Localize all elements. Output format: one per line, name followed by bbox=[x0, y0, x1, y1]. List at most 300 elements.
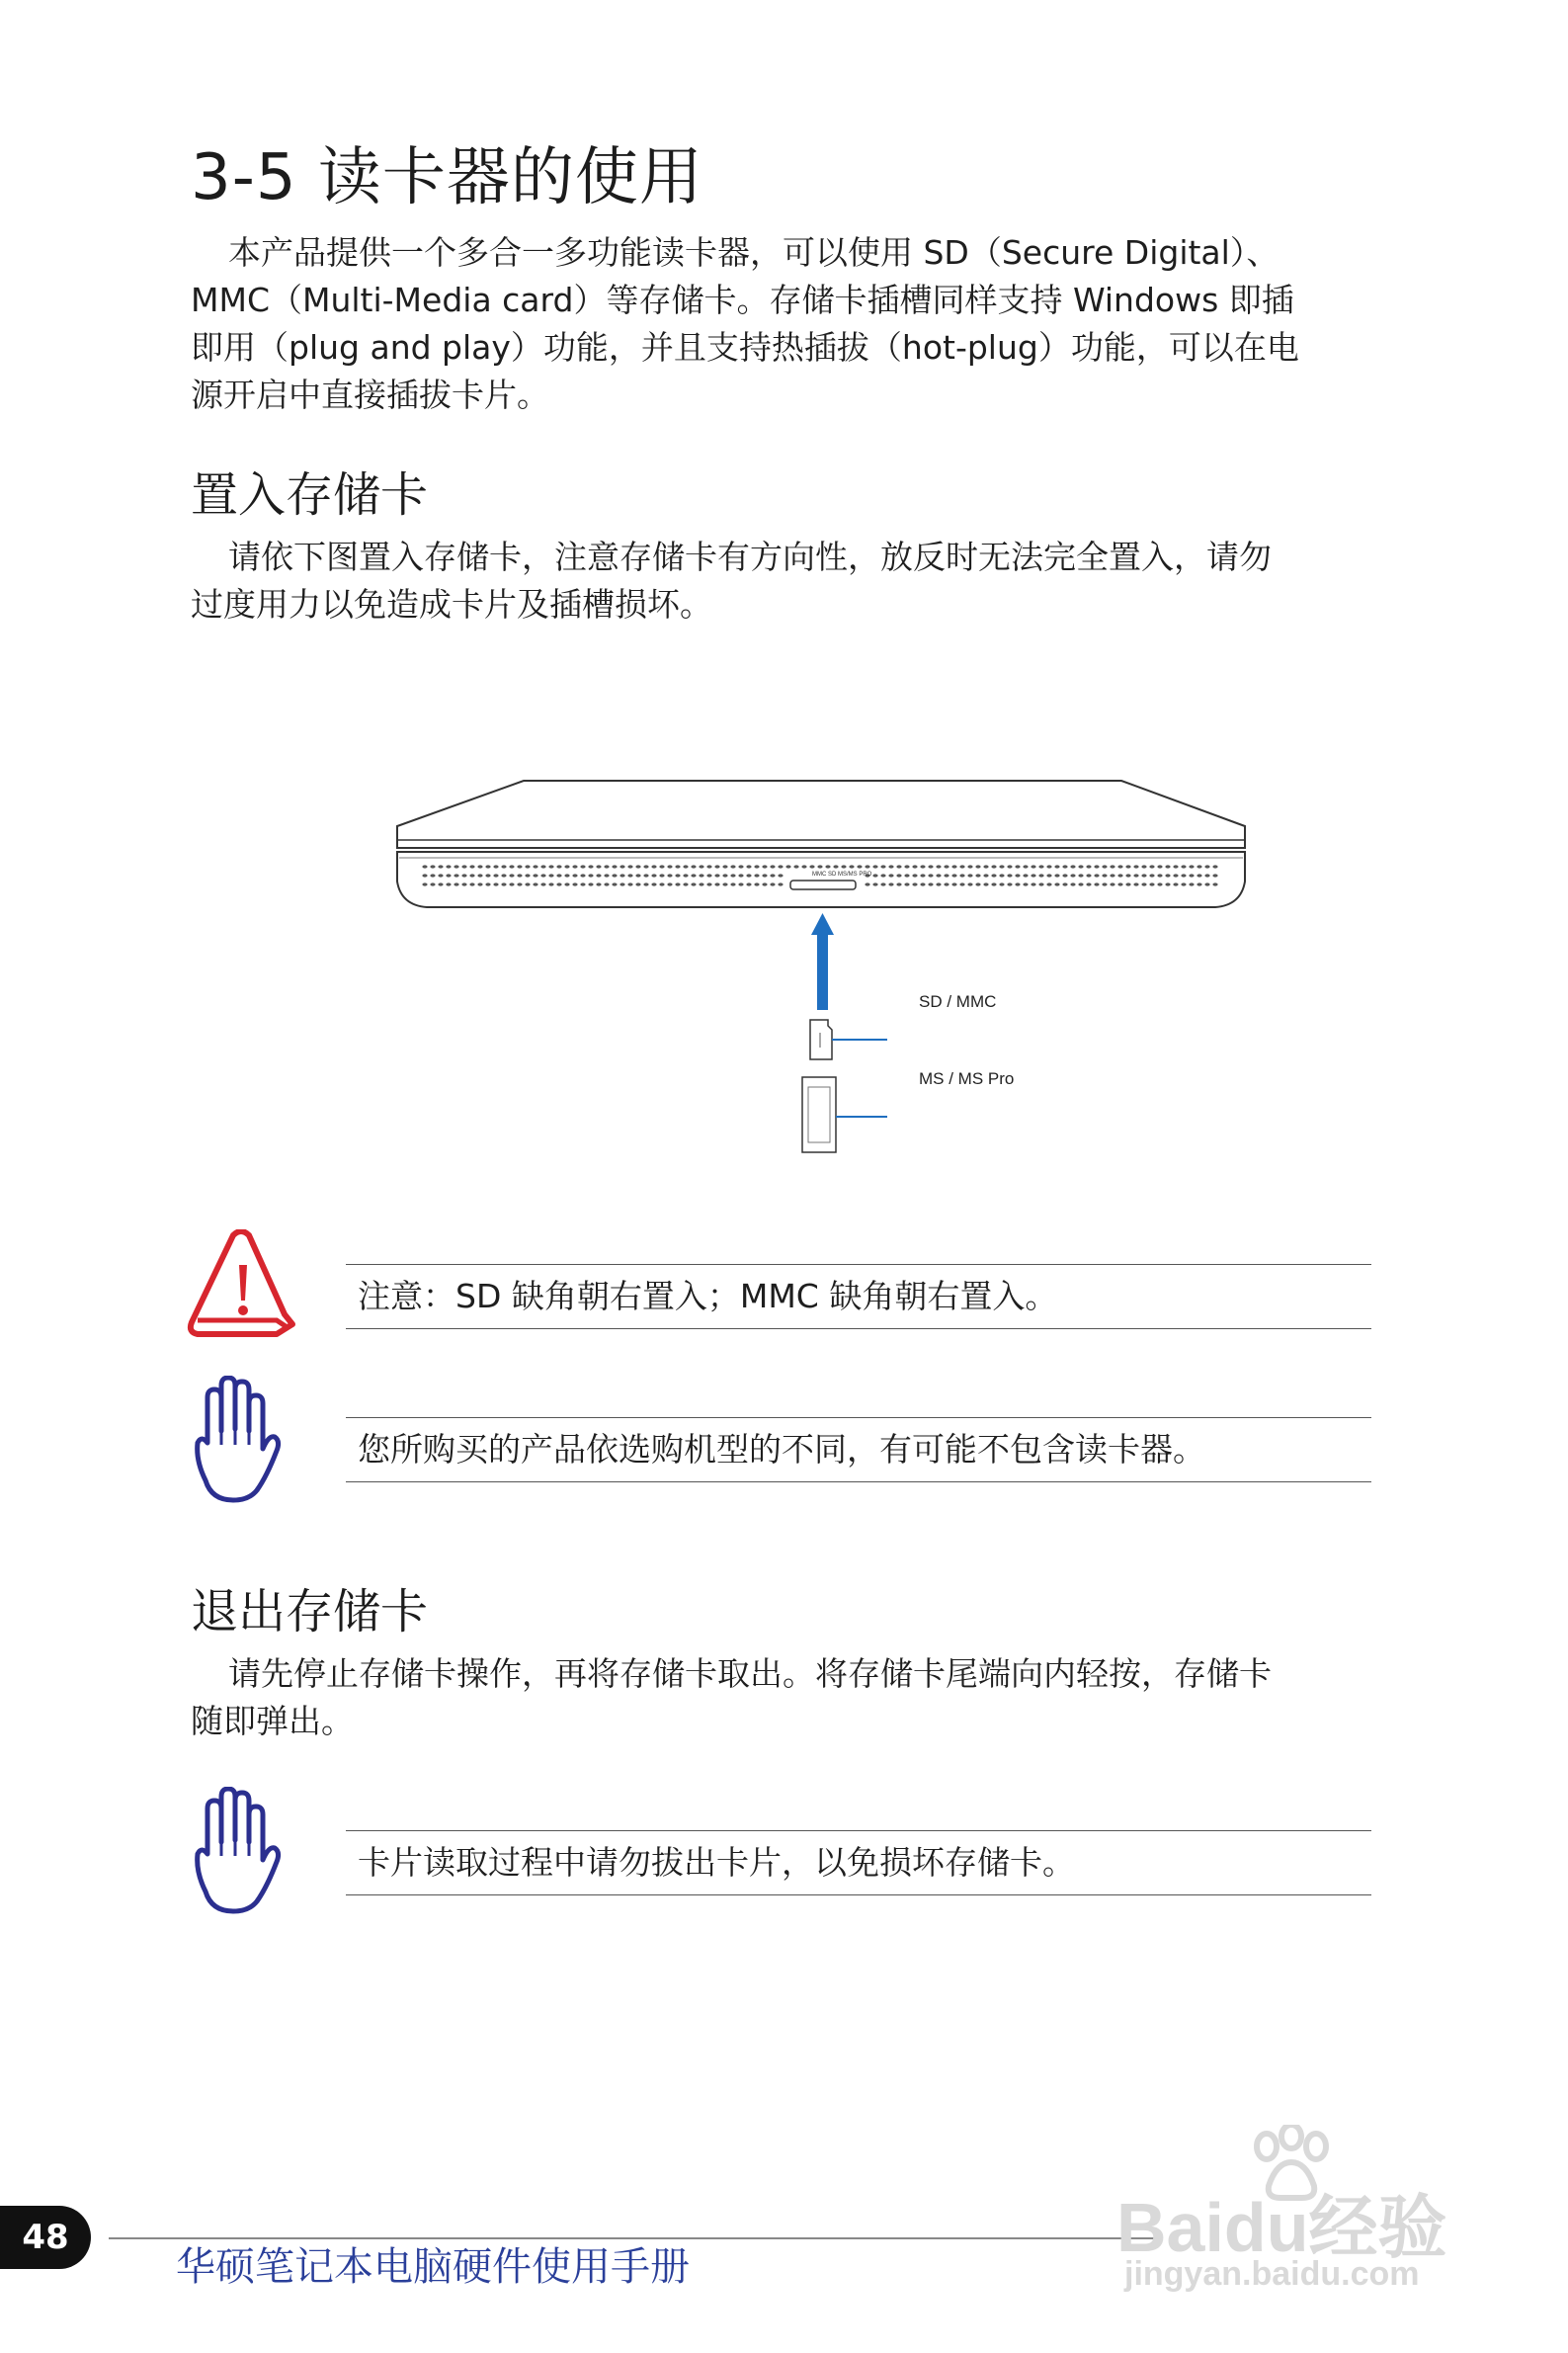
vent-hole bbox=[493, 882, 498, 885]
vent-hole bbox=[1015, 874, 1020, 877]
vent-hole bbox=[1023, 865, 1028, 868]
vent-hole bbox=[635, 874, 640, 877]
vent-hole bbox=[746, 874, 751, 877]
page-number: 48 bbox=[0, 2206, 91, 2269]
vent-hole bbox=[1125, 865, 1130, 868]
vent-hole bbox=[659, 865, 664, 868]
vent-hole bbox=[1054, 882, 1059, 885]
vent-hole bbox=[564, 865, 569, 868]
vent-hole bbox=[770, 874, 775, 877]
vent-hole bbox=[904, 865, 909, 868]
vent-hole bbox=[533, 882, 537, 885]
vent-hole bbox=[1007, 865, 1012, 868]
vent-hole bbox=[896, 874, 901, 877]
vent-hole bbox=[588, 874, 593, 877]
insert-line: 过度用力以免造成卡片及插槽损坏。 bbox=[191, 585, 712, 624]
hand-note-2 bbox=[346, 1830, 1371, 1895]
vent-hole bbox=[951, 882, 956, 885]
vent-hole bbox=[612, 882, 617, 885]
vent-hole bbox=[936, 882, 941, 885]
ms-card bbox=[802, 1077, 836, 1152]
vent-hole bbox=[817, 865, 822, 868]
vent-hole bbox=[517, 874, 522, 877]
vent-hole bbox=[588, 882, 593, 885]
vent-hole bbox=[667, 865, 672, 868]
vent-hole bbox=[1062, 874, 1067, 877]
vent-hole bbox=[983, 865, 988, 868]
vent-hole bbox=[501, 882, 506, 885]
vent-hole bbox=[738, 882, 743, 885]
vent-hole bbox=[1181, 874, 1186, 877]
intro-line: MMC（Multi-Media card）等存储卡。存储卡插槽同样支持 Windows 即插 bbox=[191, 281, 1294, 319]
vent-hole bbox=[841, 865, 846, 868]
footer-title: 华硕笔记本电脑硬件使用手册 bbox=[176, 2244, 690, 2290]
vent-hole bbox=[699, 882, 703, 885]
vent-hole bbox=[880, 882, 885, 885]
vent-hole bbox=[683, 874, 688, 877]
vent-hole bbox=[872, 874, 877, 877]
vent-hole bbox=[683, 865, 688, 868]
vent-hole bbox=[983, 874, 988, 877]
vent-hole bbox=[540, 882, 545, 885]
vent-hole bbox=[1204, 882, 1209, 885]
vent-hole bbox=[754, 874, 759, 877]
vent-hole bbox=[556, 882, 561, 885]
vent-hole bbox=[619, 874, 624, 877]
vent-hole bbox=[627, 865, 632, 868]
vent-hole bbox=[865, 882, 869, 885]
vent-hole bbox=[1197, 882, 1201, 885]
vent-hole bbox=[1102, 882, 1107, 885]
hand-icon bbox=[188, 1376, 283, 1504]
vent-hole bbox=[485, 865, 490, 868]
vent-hole bbox=[1197, 865, 1201, 868]
vent-hole bbox=[461, 874, 466, 877]
vent-hole bbox=[738, 865, 743, 868]
vent-hole bbox=[951, 874, 956, 877]
vent-hole bbox=[1189, 874, 1194, 877]
vent-hole bbox=[1007, 874, 1012, 877]
insert-paragraph bbox=[191, 534, 1366, 629]
vent-hole bbox=[509, 874, 514, 877]
vent-hole bbox=[691, 882, 696, 885]
vent-hole bbox=[667, 882, 672, 885]
vent-hole bbox=[556, 874, 561, 877]
vent-hole bbox=[1038, 882, 1043, 885]
vent-hole bbox=[1086, 882, 1091, 885]
vent-hole bbox=[588, 865, 593, 868]
vent-hole bbox=[675, 865, 680, 868]
vent-hole bbox=[1189, 865, 1194, 868]
vent-hole bbox=[651, 874, 656, 877]
vent-hole bbox=[991, 874, 996, 877]
vent-hole bbox=[1133, 882, 1138, 885]
vent-hole bbox=[1094, 882, 1099, 885]
vent-hole bbox=[1070, 865, 1075, 868]
vent-hole bbox=[936, 865, 941, 868]
vent-hole bbox=[540, 874, 545, 877]
vent-hole bbox=[651, 865, 656, 868]
vent-hole bbox=[912, 865, 917, 868]
insert-arrow-shaft bbox=[817, 931, 828, 1010]
eject-line: 请先停止存储卡操作，再将存储卡取出。将存储卡尾端向内轻按，存储卡 bbox=[228, 1654, 1272, 1693]
vent-hole bbox=[1141, 874, 1146, 877]
vent-hole bbox=[1133, 874, 1138, 877]
sd-mmc-label: SD / MMC bbox=[919, 992, 997, 1011]
warning-icon bbox=[186, 1229, 296, 1340]
vent-hole bbox=[477, 882, 482, 885]
vent-hole bbox=[1212, 874, 1217, 877]
vent-hole bbox=[714, 874, 719, 877]
watermark-url: jingyan.baidu.com bbox=[1124, 2255, 1420, 2293]
vent-hole bbox=[754, 882, 759, 885]
section-title: 3-5 读卡器的使用 bbox=[191, 141, 703, 214]
warning-note-text: 注意：SD 缺角朝右置入；MMC 缺角朝右置入。 bbox=[358, 1277, 1058, 1315]
vent-hole bbox=[564, 874, 569, 877]
vent-hole bbox=[540, 865, 545, 868]
vent-hole bbox=[1062, 865, 1067, 868]
vent-hole bbox=[1078, 882, 1083, 885]
sd-card bbox=[810, 1020, 832, 1059]
vent-hole bbox=[778, 865, 783, 868]
vent-hole bbox=[778, 874, 783, 877]
vent-hole bbox=[1189, 882, 1194, 885]
vent-hole bbox=[461, 865, 466, 868]
vent-hole bbox=[533, 865, 537, 868]
vent-hole bbox=[501, 874, 506, 877]
vent-hole bbox=[1070, 882, 1075, 885]
laptop-base bbox=[397, 852, 1245, 907]
vent-hole bbox=[801, 865, 806, 868]
vent-hole bbox=[896, 865, 901, 868]
vent-hole bbox=[1054, 865, 1059, 868]
vent-hole bbox=[1125, 882, 1130, 885]
vent-hole bbox=[438, 865, 443, 868]
vent-hole bbox=[612, 874, 617, 877]
vent-hole bbox=[746, 882, 751, 885]
vent-hole bbox=[438, 882, 443, 885]
hand-note-1-text: 您所购买的产品依选购机型的不同，有可能不包含读卡器。 bbox=[358, 1430, 1205, 1469]
vent-hole bbox=[469, 874, 474, 877]
vent-hole bbox=[619, 882, 624, 885]
vent-hole bbox=[477, 865, 482, 868]
insert-arrow-head bbox=[811, 913, 834, 935]
vent-hole bbox=[438, 874, 443, 877]
vent-hole bbox=[1212, 865, 1217, 868]
vent-hole bbox=[1054, 874, 1059, 877]
vent-hole bbox=[912, 882, 917, 885]
vent-hole bbox=[517, 882, 522, 885]
vent-hole bbox=[1023, 882, 1028, 885]
vent-hole bbox=[730, 882, 735, 885]
vent-hole bbox=[1102, 874, 1107, 877]
vent-hole bbox=[975, 882, 980, 885]
vent-hole bbox=[888, 874, 893, 877]
vent-hole bbox=[643, 882, 648, 885]
vent-hole bbox=[793, 865, 798, 868]
vent-hole bbox=[1094, 865, 1099, 868]
vent-hole bbox=[1046, 865, 1051, 868]
vent-hole bbox=[651, 882, 656, 885]
vent-hole bbox=[770, 882, 775, 885]
vent-hole bbox=[1110, 865, 1114, 868]
vent-hole bbox=[1070, 874, 1075, 877]
vent-hole bbox=[849, 865, 854, 868]
vent-hole bbox=[770, 865, 775, 868]
vent-hole bbox=[643, 865, 648, 868]
vent-hole bbox=[683, 882, 688, 885]
vent-hole bbox=[1204, 865, 1209, 868]
vent-hole bbox=[920, 865, 925, 868]
hand-icon bbox=[188, 1787, 283, 1915]
vent-hole bbox=[1181, 882, 1186, 885]
vent-hole bbox=[825, 865, 830, 868]
vent-hole bbox=[533, 874, 537, 877]
vent-hole bbox=[888, 882, 893, 885]
vent-hole bbox=[1157, 874, 1162, 877]
vent-hole bbox=[722, 865, 727, 868]
vent-hole bbox=[517, 865, 522, 868]
eject-paragraph bbox=[191, 1650, 1366, 1745]
vent-hole bbox=[548, 874, 553, 877]
insert-line: 请依下图置入存储卡，注意存储卡有方向性，放反时无法完全置入，请勿 bbox=[228, 538, 1272, 576]
vent-hole bbox=[1062, 882, 1067, 885]
vent-hole bbox=[730, 874, 735, 877]
vent-hole bbox=[714, 865, 719, 868]
vent-hole bbox=[888, 865, 893, 868]
vent-hole bbox=[548, 882, 553, 885]
vent-hole bbox=[635, 865, 640, 868]
vent-hole bbox=[485, 874, 490, 877]
vent-hole bbox=[446, 874, 451, 877]
vent-hole bbox=[596, 865, 601, 868]
vent-hole bbox=[454, 874, 458, 877]
vent-hole bbox=[944, 865, 949, 868]
vent-hole bbox=[430, 874, 435, 877]
vent-hole bbox=[699, 865, 703, 868]
vent-hole bbox=[1149, 865, 1154, 868]
vent-hole bbox=[904, 882, 909, 885]
vent-hole bbox=[1173, 874, 1178, 877]
vent-hole bbox=[525, 882, 530, 885]
vent-hole bbox=[627, 874, 632, 877]
vent-hole bbox=[675, 874, 680, 877]
vent-hole bbox=[944, 882, 949, 885]
vent-hole bbox=[596, 874, 601, 877]
vent-hole bbox=[1165, 874, 1170, 877]
vent-hole bbox=[999, 865, 1004, 868]
vent-hole bbox=[548, 865, 553, 868]
intro-line: 源开启中直接插拔卡片。 bbox=[191, 376, 549, 414]
vent-hole bbox=[706, 874, 711, 877]
vent-hole bbox=[446, 865, 451, 868]
vent-hole bbox=[1038, 874, 1043, 877]
vent-hole bbox=[865, 865, 869, 868]
vent-hole bbox=[604, 882, 609, 885]
vent-hole bbox=[904, 874, 909, 877]
vent-hole bbox=[999, 874, 1004, 877]
vent-hole bbox=[422, 882, 427, 885]
vent-hole bbox=[920, 874, 925, 877]
vent-hole bbox=[762, 874, 767, 877]
vent-hole bbox=[1102, 865, 1107, 868]
vent-hole bbox=[1197, 874, 1201, 877]
vent-hole bbox=[967, 874, 972, 877]
hand-note-1 bbox=[346, 1417, 1371, 1482]
vent-hole bbox=[983, 882, 988, 885]
vent-hole bbox=[1117, 865, 1122, 868]
vent-hole bbox=[1007, 882, 1012, 885]
insert-heading: 置入存储卡 bbox=[191, 467, 429, 523]
intro-line: 即用（plug and play）功能，并且支持热插拔（hot-plug）功能，可以在电 bbox=[191, 328, 1299, 367]
vent-hole bbox=[580, 865, 585, 868]
intro-line: 本产品提供一个多合一多功能读卡器，可以使用 SD（Secure Digital）、 bbox=[228, 233, 1279, 272]
vent-hole bbox=[738, 874, 743, 877]
eject-heading: 退出存储卡 bbox=[191, 1584, 429, 1639]
vent-hole bbox=[446, 882, 451, 885]
vent-hole bbox=[1023, 874, 1028, 877]
vent-hole bbox=[809, 865, 814, 868]
vent-hole bbox=[959, 874, 964, 877]
laptop-lid bbox=[397, 781, 1245, 848]
vent-hole bbox=[722, 882, 727, 885]
watermark-brand: Baidu经验 bbox=[1116, 2189, 1447, 2266]
vent-hole bbox=[1141, 865, 1146, 868]
vent-hole bbox=[580, 874, 585, 877]
vent-hole bbox=[430, 882, 435, 885]
vent-hole bbox=[706, 882, 711, 885]
vent-hole bbox=[667, 874, 672, 877]
vent-hole bbox=[493, 874, 498, 877]
vent-hole bbox=[991, 882, 996, 885]
slot-label: MMC SD MS/MS PRO bbox=[812, 872, 872, 878]
vent-hole bbox=[896, 882, 901, 885]
vent-hole bbox=[975, 874, 980, 877]
vent-hole bbox=[1133, 865, 1138, 868]
vent-hole bbox=[1015, 865, 1020, 868]
vent-hole bbox=[857, 865, 862, 868]
vent-hole bbox=[872, 865, 877, 868]
vent-hole bbox=[1204, 874, 1209, 877]
vent-hole bbox=[959, 865, 964, 868]
vent-hole bbox=[659, 882, 664, 885]
card-reader-figure bbox=[385, 761, 1275, 1156]
vent-hole bbox=[572, 874, 577, 877]
vent-hole bbox=[1078, 874, 1083, 877]
vent-hole bbox=[1046, 882, 1051, 885]
vent-hole bbox=[1165, 882, 1170, 885]
vent-hole bbox=[1094, 874, 1099, 877]
vent-hole bbox=[461, 882, 466, 885]
vent-hole bbox=[1157, 882, 1162, 885]
vent-hole bbox=[596, 882, 601, 885]
vent-hole bbox=[959, 882, 964, 885]
vent-hole bbox=[928, 865, 933, 868]
vent-hole bbox=[643, 874, 648, 877]
vent-hole bbox=[762, 882, 767, 885]
vent-hole bbox=[509, 882, 514, 885]
vent-hole bbox=[1031, 874, 1035, 877]
vent-hole bbox=[635, 882, 640, 885]
vent-hole bbox=[1117, 882, 1122, 885]
vent-hole bbox=[485, 882, 490, 885]
vent-hole bbox=[454, 882, 458, 885]
vent-hole bbox=[975, 865, 980, 868]
vent-hole bbox=[714, 882, 719, 885]
vent-hole bbox=[706, 865, 711, 868]
vent-hole bbox=[1141, 882, 1146, 885]
vent-hole bbox=[525, 865, 530, 868]
vent-hole bbox=[1165, 865, 1170, 868]
intro-paragraph bbox=[191, 229, 1366, 419]
vent-hole bbox=[493, 865, 498, 868]
vent-hole bbox=[1212, 882, 1217, 885]
vent-hole bbox=[659, 874, 664, 877]
vent-hole bbox=[1031, 882, 1035, 885]
vent-hole bbox=[564, 882, 569, 885]
vent-hole bbox=[999, 882, 1004, 885]
vent-hole bbox=[477, 874, 482, 877]
vent-hole bbox=[1117, 874, 1122, 877]
vent-hole bbox=[928, 874, 933, 877]
eject-line: 随即弹出。 bbox=[191, 1702, 354, 1740]
vent-hole bbox=[762, 865, 767, 868]
vent-hole bbox=[525, 874, 530, 877]
ms-label: MS / MS Pro bbox=[919, 1069, 1015, 1088]
vent-hole bbox=[1015, 882, 1020, 885]
vent-hole bbox=[1110, 874, 1114, 877]
vent-hole bbox=[1046, 874, 1051, 877]
vent-hole bbox=[691, 874, 696, 877]
vent-hole bbox=[699, 874, 703, 877]
vent-hole bbox=[572, 865, 577, 868]
vent-hole bbox=[1149, 882, 1154, 885]
vent-hole bbox=[991, 865, 996, 868]
vent-hole bbox=[612, 865, 617, 868]
vent-hole bbox=[778, 882, 783, 885]
vent-hole bbox=[422, 865, 427, 868]
vent-hole bbox=[967, 882, 972, 885]
vent-hole bbox=[627, 882, 632, 885]
vent-hole bbox=[872, 882, 877, 885]
vent-hole bbox=[880, 865, 885, 868]
vent-hole bbox=[509, 865, 514, 868]
vent-hole bbox=[604, 865, 609, 868]
vent-hole bbox=[1038, 865, 1043, 868]
vent-hole bbox=[920, 882, 925, 885]
vent-hole bbox=[1149, 874, 1154, 877]
vent-hole bbox=[619, 865, 624, 868]
vent-hole bbox=[1078, 865, 1083, 868]
vent-hole bbox=[604, 874, 609, 877]
vent-hole bbox=[1031, 865, 1035, 868]
vent-hole bbox=[422, 874, 427, 877]
vent-hole bbox=[454, 865, 458, 868]
vent-hole bbox=[469, 865, 474, 868]
vent-hole bbox=[754, 865, 759, 868]
vent-hole bbox=[1173, 882, 1178, 885]
vent-hole bbox=[785, 865, 790, 868]
card-slot bbox=[790, 881, 856, 889]
vent-hole bbox=[1157, 865, 1162, 868]
vent-hole bbox=[951, 865, 956, 868]
vent-hole bbox=[928, 882, 933, 885]
vent-hole bbox=[967, 865, 972, 868]
vent-hole bbox=[580, 882, 585, 885]
vent-hole bbox=[730, 865, 735, 868]
vent-hole bbox=[1086, 874, 1091, 877]
vent-hole bbox=[912, 874, 917, 877]
